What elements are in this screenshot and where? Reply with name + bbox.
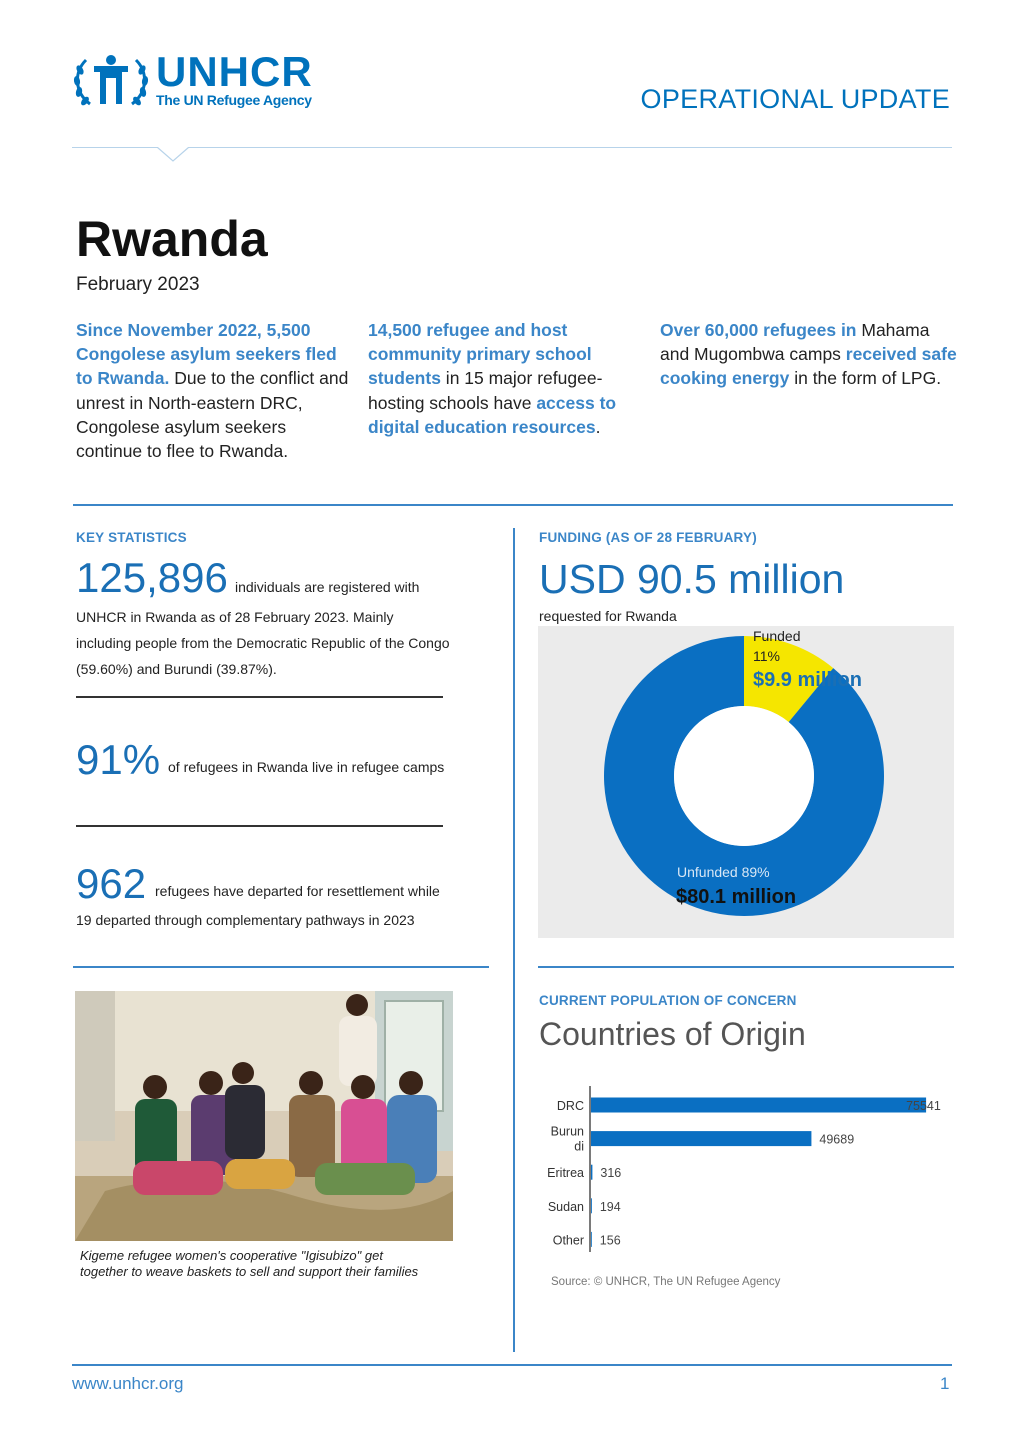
bar-category-label: Eritrea — [547, 1166, 584, 1181]
bar-other — [591, 1232, 592, 1247]
funding-donut-chart — [538, 626, 954, 938]
photo-illustration — [75, 991, 453, 1241]
header-divider — [72, 147, 952, 148]
stats-divider — [73, 966, 489, 968]
chart-source: Source: © UNHCR, The UN Refugee Agency — [551, 1276, 781, 1288]
stat-registered-number: 125,896 — [76, 554, 228, 601]
stat-registered-text: (59.60%) and Burundi (39.87%). — [76, 661, 277, 677]
caption-line: Kigeme refugee women's cooperative "Igisubizo" get — [80, 1248, 383, 1263]
funded-percent: 11% — [753, 648, 780, 664]
unhcr-logo — [72, 48, 352, 112]
funding-divider — [538, 966, 954, 968]
bar-category-label: Sudan — [547, 1199, 584, 1214]
highlight-text-part: in the form of LPG. — [789, 368, 942, 389]
stat-divider — [76, 825, 443, 827]
highlight-text-part: . — [595, 416, 601, 437]
unfunded-label: Unfunded 89% — [677, 864, 770, 880]
population-label: CURRENT POPULATION OF CONCERN — [539, 993, 797, 1008]
header-notch-icon — [156, 147, 190, 163]
bar-category-label: Burun — [550, 1124, 584, 1139]
bar-burundi — [591, 1131, 811, 1146]
highlight-text-part: Over 60,000 refugees in — [660, 320, 857, 340]
funding-requested-text: requested for Rwanda — [539, 608, 677, 624]
highlight-text-part: access to digital education resources — [368, 392, 617, 437]
photo-caption — [80, 1248, 460, 1280]
donut-svg — [538, 626, 954, 938]
highlight-text-part: in 15 major refugee-hosting schools have — [368, 368, 603, 413]
page-title: Rwanda — [76, 211, 268, 267]
bar-value-label: 316 — [600, 1166, 622, 1181]
bar-sudan — [591, 1198, 592, 1213]
funding-label: FUNDING (AS OF 28 FEBRUARY) — [539, 530, 757, 545]
highlights-divider — [73, 504, 953, 506]
highlight-text-part: Due to the conflict and unrest in North-eastern DRC, Congolese asylum seekers continue to flee to Rwanda. — [76, 368, 349, 462]
laurel-people-icon — [72, 48, 150, 112]
bar-category-label: DRC — [556, 1099, 584, 1113]
highlight-1 — [76, 318, 351, 463]
funded-amount: $9.9 million — [753, 669, 862, 691]
column-divider — [513, 528, 515, 1352]
funding-amount: USD 90.5 million — [539, 556, 845, 602]
logo-tagline: The UN Refugee Agency — [156, 92, 312, 108]
key-statistics-label: KEY STATISTICS — [76, 530, 187, 545]
page-date: February 2023 — [76, 274, 200, 295]
bar-value-label: 49689 — [819, 1132, 855, 1147]
highlight-text-part: Mahama and Mugombwa camps — [660, 320, 930, 365]
countries-of-origin-title: Countries of Origin — [539, 1016, 806, 1052]
bar-value-label: 75541 — [906, 1099, 941, 1113]
footer-url-link[interactable]: www.unhcr.org — [72, 1374, 184, 1393]
page-number: 1 — [940, 1374, 950, 1393]
donut-hole — [674, 706, 814, 846]
bar-category-label: Other — [552, 1233, 584, 1248]
stat-resettlement-number: 962 — [76, 860, 147, 907]
footer-divider — [72, 1364, 952, 1366]
stat-resettlement-text: refugees have departed for resettlement while — [155, 883, 440, 899]
stat-registered-text: individuals are registered with — [235, 579, 420, 595]
logo-wordmark: UNHCR — [156, 48, 313, 95]
stat-camps-number: 91% — [76, 736, 161, 783]
highlight-text-part: Since November 2022, 5,500 Congolese asylum seekers fled to Rwanda. — [76, 320, 337, 389]
caption-line: together to weave baskets to sell and support their families — [80, 1264, 419, 1279]
countries-bar-chart — [538, 1082, 958, 1262]
highlight-text-part: received safe cooking energy — [660, 344, 957, 389]
bar-eritrea — [591, 1165, 592, 1180]
bar-drc — [591, 1098, 926, 1113]
stat-camps-text: of refugees in Rwanda live in refugee camps — [168, 759, 445, 775]
unfunded-amount: $80.1 million — [676, 886, 797, 908]
stat-divider — [76, 696, 443, 698]
highlight-text-part: 14,500 refugee and host community primary school students — [368, 320, 592, 389]
stat-registered-text: UNHCR in Rwanda as of 28 February 2023. Mainly — [76, 609, 394, 625]
bar-category-label: di — [574, 1139, 584, 1154]
highlight-2 — [368, 318, 643, 439]
doc-type-label: OPERATIONAL UPDATE — [640, 84, 950, 114]
cooperative-photo — [75, 991, 453, 1241]
stat-resettlement-text: 19 departed through complementary pathways in 2023 — [76, 912, 415, 928]
funded-label: Funded — [753, 628, 801, 644]
stat-registered-text: including people from the Democratic Republic of the Congo — [76, 635, 450, 651]
highlight-3 — [660, 318, 960, 391]
bar-value-label: 156 — [599, 1233, 621, 1248]
bar-value-label: 194 — [599, 1199, 621, 1214]
